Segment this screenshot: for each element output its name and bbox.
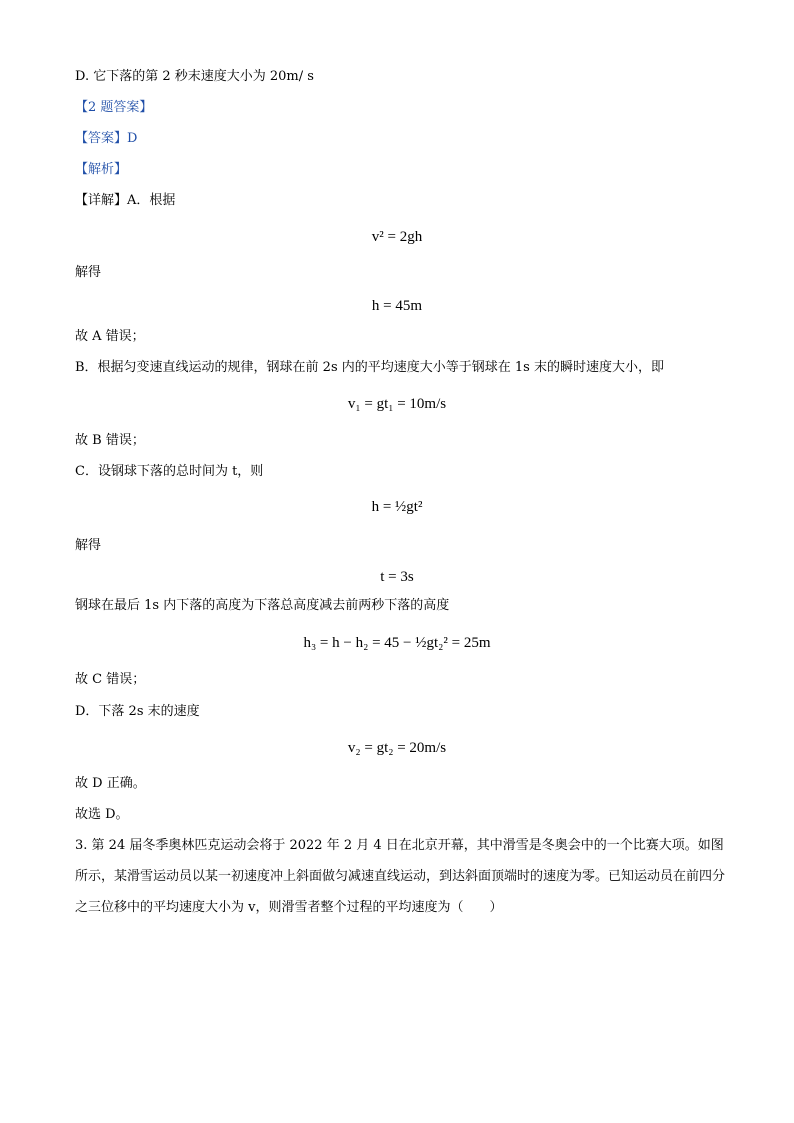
solve-label-1: 解得: [75, 265, 102, 280]
equation-3: v₁ = gt₁ = 10m/s: [347, 396, 447, 412]
b-text: B．根据匀变速直线运动的规律，钢球在前 2s 内的平均速度大小等于钢球在 1s 末的瞬时速度大小，即: [75, 360, 664, 375]
equation-4: h = ½gt²: [371, 499, 423, 515]
question-3: 3. 第 24 届冬季奥林匹克运动会将于 2022 年 2 月 4 日在北京开幕，其中滑雪是冬奥会中的一个比赛大项。如图所示，某滑雪运动员以某一初速度冲上斜面做匀减速直线运动，到达斜面顶端时的速度为零。已知运动员在前四分之三位移中的平均速度大小为 v，则滑雪者整个过程的平均速度为（ ）: [75, 838, 726, 915]
equation-7: v₂ = gt₂ = 20m/s: [347, 740, 447, 756]
solve-label-2: 解得: [75, 538, 102, 553]
a-wrong: 故 A 错误；: [75, 329, 145, 344]
b-wrong: 故 B 错误；: [75, 433, 145, 448]
c-text-2: 钢球在最后 1s 内下落的高度为下落总高度减去前两秒下落的高度: [75, 598, 450, 613]
equation-2: h = 45m: [371, 298, 423, 314]
analysis-label: 【解析】: [75, 162, 128, 177]
equation-1: v² = 2gh: [371, 229, 423, 245]
d-text: D．下落 2s 末的速度: [75, 704, 200, 719]
option-d-text: D. 它下落的第 2 秒末速度大小为 20m/ s: [75, 69, 314, 84]
d-right: 故 D 正确。: [75, 776, 146, 791]
equation-6: h₃ = h − h₂ = 45 − ½gt₂² = 25m: [303, 635, 491, 651]
c-text: C．设钢球下落的总时间为 t，则: [75, 464, 264, 479]
equation-5: t = 3s: [380, 569, 414, 585]
c-wrong: 故 C 错误；: [75, 672, 146, 687]
answer-label: 【答案】D: [75, 131, 138, 146]
answer-tag: 【2 题答案】: [75, 100, 153, 115]
detail-intro: 【详解】A．根据: [75, 193, 176, 208]
choose-d: 故选 D。: [75, 807, 129, 822]
